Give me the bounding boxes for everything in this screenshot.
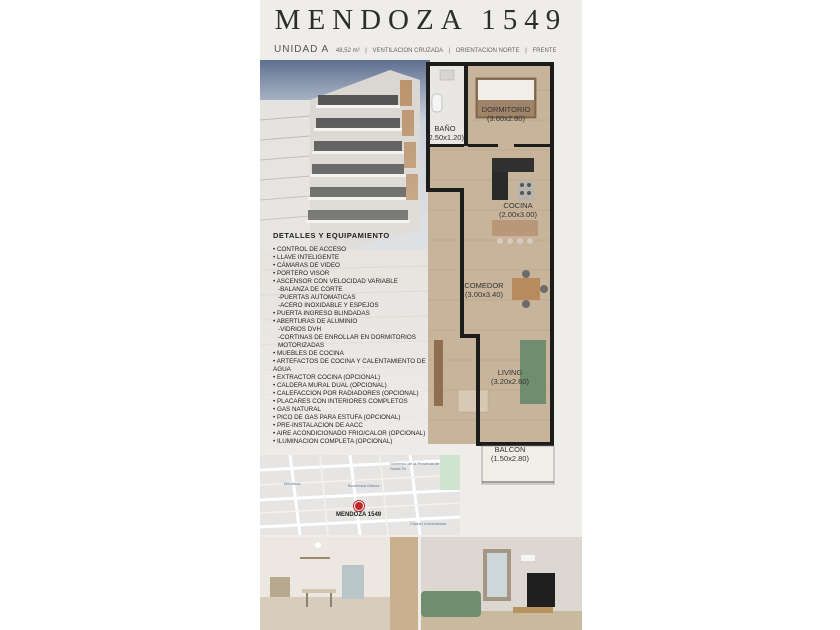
details-item: • AIRE ACONDICIONADO FRIO/CALOR (OPCIONAL) [273,430,426,437]
details-item: -BALANZA DE CORTE [278,286,343,293]
location-map [260,455,460,535]
map-location-label: MENDOZA 1549 [336,512,382,518]
details-item: -CORTINAS DE ENROLLAR EN DORMITORIOS MOTORIZADAS [278,334,416,349]
details-item: • PRE-INSTALACION DE AACC [273,422,363,429]
room-dims: (1.50x2.80) [491,454,529,463]
details-item: • EXTRACTOR COCINA (OPCIONAL) [273,374,381,381]
details-item: • LLAVE INTELIGENTE [273,254,340,261]
room-label-living [480,368,540,386]
room-label-cocina [488,201,548,219]
room-label-bano [424,124,466,142]
unit-position: FRENTE [532,48,557,54]
room-name: BALCON [494,445,526,454]
details-list [273,246,438,446]
room-label-comedor [454,281,514,299]
details-item: • GAS NATURAL [273,406,321,413]
unit-ventilation: VENTILACION CRUZADA [372,48,443,54]
details-heading: DETALLES Y EQUIPAMIENTO [273,231,390,240]
map-poi: Gobierno de la Provincia de Santa Fe [390,461,440,471]
room-dims: (2.00x3.00) [499,210,537,219]
room-name: LIVING [497,368,523,377]
details-item: • ARTEFACTOS DE COCINA Y CALENTAMIENTO DE AGUA [273,358,426,373]
details-item: • CALDERA MURAL DUAL (OPCIONAL) [273,382,387,389]
room-dims: (3.00x3.40) [465,290,503,299]
map-poi: Mendoza [284,481,301,486]
unit-name: UNIDAD A [274,44,330,55]
room-name: DORMITORIO [481,105,531,114]
details-item: -VIDRIOS DVH [278,326,322,333]
details-item: • PORTERO VISOR [273,270,330,277]
details-item: • MUEBLES DE COCINA [273,350,344,357]
room-dims: (2.50x1.20) [426,133,464,142]
location-pin-icon [354,501,364,511]
details-item: • ABERTURAS DE ALUMINIO [273,318,358,325]
living-room-photo [421,537,582,630]
details-item: • PUERTA INGRESO BLINDADAS [273,310,370,317]
brochure-sheet [260,0,582,630]
details-item: • CÁMARAS DE VIDEO [273,262,340,269]
unit-summary [274,44,556,55]
separator: | [525,48,527,54]
details-item: -ACERO INOXIDABLE Y ESPEJOS [278,302,379,309]
details-item: • CALEFACCION POR RADIADORES (OPCIONAL) [273,390,419,397]
unit-area: 48,52 m² [335,48,360,54]
details-item: • ILUMINACION COMPLETA (OPCIONAL) [273,438,393,445]
details-item: • ASCENSOR CON VELOCIDAD VARIABLE [273,278,398,285]
unit-orientation: ORIENTACION NORTE [455,48,520,54]
room-label-balcon [480,445,540,463]
dining-room-photo [260,537,418,630]
details-item: • CONTROL DE ACCESO [273,246,346,253]
room-label-dormitorio [474,105,538,123]
room-dims: (3.60x2.80) [487,114,525,123]
room-name: BAÑO [434,124,456,133]
separator: | [448,48,451,54]
map-poi: Ciudad Universitaria [410,521,447,526]
building-title: MENDOZA 1549 [274,4,568,36]
details-section [273,232,438,446]
room-name: COMEDOR [464,281,504,290]
details-item: • PICO DE GAS PARA ESTUFA (OPCIONAL) [273,414,401,421]
room-name: COCINA [503,201,533,210]
separator: | [365,48,367,54]
details-item: • PLACARES CON INTERIORES COMPLETOS [273,398,408,405]
details-item: -PUERTAS AUTOMATICAS [278,294,356,301]
map-poi: Boulevard Gálvez [348,483,380,488]
room-dims: (3.20x2.60) [491,377,529,386]
